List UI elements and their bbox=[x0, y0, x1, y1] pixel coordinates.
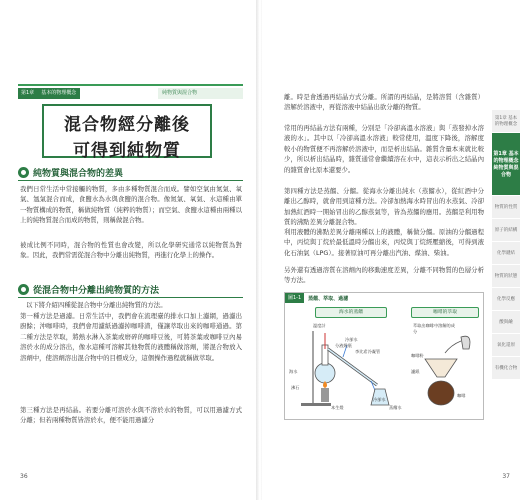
title-line-2: 可得到純物質 bbox=[73, 141, 181, 161]
left-page bbox=[0, 0, 258, 500]
heading-underline bbox=[18, 297, 243, 298]
paragraph-4: 利用液體的沸點差異分離兩種以上的液體，稱做分餾。原油的分餾過程中，丙烷與丁烷於最低溫時分餾出來，丙烷與丁烷經壓縮後，可得到液化石油氣（LPG）。接著原油可再分離出汽油、煤油、柴油。 bbox=[284, 228, 484, 257]
paragraph-2: 被成比例不同時，混合物的性質也會改變，所以化學研究通常以純物質為對象。因此，我們常需從混合物中分離出純物質，再進行化學上的操作。 bbox=[20, 241, 242, 260]
page-number: 36 bbox=[20, 473, 28, 480]
chapter-name: 基本的物理概念 bbox=[37, 88, 80, 99]
paragraph-3: 第四種方法是蒸餾、分餾。從海水分離出純水（蒸餾水），從紅酒中分離出乙醇時，就會用到這種方法。冷卻加熱海水時冒出的水蒸氣、冷卻加熱紅酒時一開始冒出的乙醇蒸氣等，皆為蒸餾的應用。蒸餾是利用物質的沸點差異分離混合物。 bbox=[284, 187, 484, 227]
page-number: 37 bbox=[502, 473, 510, 480]
tab-chapter-1[interactable]: 第1章 基本的物理概念 bbox=[492, 110, 520, 132]
chapter-number: 第1章 bbox=[18, 88, 37, 99]
label-stones: 沸石 bbox=[291, 385, 300, 390]
tab-atomic-structure[interactable]: 原子的結構 bbox=[492, 219, 520, 241]
subfigure-coffee-label: 咖啡的萃取 bbox=[411, 307, 479, 318]
label-water-out: 冷卻水 bbox=[345, 337, 358, 342]
paragraph-5: 第三種方法是再結晶。若要分離可溶於水與不溶於水的物質，可以用過濾方式分離；但若兩種物質皆溶於水，便不能用過濾分 bbox=[20, 406, 242, 425]
figure-title: 蒸餾、萃取、過濾 bbox=[308, 295, 349, 302]
label-flask: 分液燒瓶 bbox=[335, 343, 352, 348]
label-burner: 本生燈 bbox=[331, 405, 344, 410]
paragraph-5: 另外還有透過溶質在溶劑內的移動速度差異，分離不同物質的色層分析等方法。 bbox=[284, 266, 484, 285]
label-seawater: 海水 bbox=[289, 369, 298, 374]
paragraph-1: 離。時是會透過再結晶方式分離。所謂的再結晶，是將溶質（含雜質）溶解於溶液中，再從溶液中結晶出欲分離的物質。 bbox=[284, 93, 484, 112]
heading-difference bbox=[18, 166, 123, 179]
tab-redox[interactable]: 氧化還原 bbox=[492, 334, 520, 356]
tab-organic[interactable]: 有機化合物 bbox=[492, 357, 520, 379]
heading-text: 從混合物中分離出純物質的方法 bbox=[33, 286, 160, 296]
tab-reactions[interactable]: 化學反應 bbox=[492, 288, 520, 310]
label-condenser: 李比希冷凝管 bbox=[355, 349, 381, 354]
label-coffee: 咖啡 bbox=[457, 393, 466, 398]
bullet-icon bbox=[18, 284, 29, 295]
paragraph-3: 以下將介紹四種從混合物中分離出純物質的方法。 bbox=[26, 301, 167, 309]
paragraph-4: 第一種方法是過濾。日常生活中，我們會在流理臺的排水口加上濾網，過濾出廚餘；沖咖啡時，我們會用濾紙過濾掉咖啡渣，僅讓萃取出來的咖啡通過。第二種方法是萃取，將熱水淋入茶葉或磨碎的咖啡豆後，可將茶葉或咖啡豆內易溶於水的成分溶出，像水這種可溶解其他物質的液體稱做溶劑，將混合物放入溶劑中，使溶劑溶出混合物中的目標成分，這個操作過程就稱做萃取。 bbox=[20, 312, 242, 362]
page-title bbox=[42, 104, 212, 161]
tab-active[interactable]: 第1章 基本的物理概念 純物質與混合物 bbox=[492, 133, 520, 195]
heading-underline bbox=[18, 180, 243, 181]
bullet-icon bbox=[18, 167, 29, 178]
tab-properties[interactable]: 物質的性質 bbox=[492, 196, 520, 218]
paragraph-1: 我們日常生活中常接觸的物質，多由多種物質混合而成。譬如空氣由氮氣、氧氣、氬氣混合而成，食鹽水為水與食鹽的混合物。像氮氣、氧氣、水這種由單一物質構成的物質，稱做純物質（純粹的物質）；而空氣、食鹽水這種由兩種以上的純物質混合而成的物質，則稱做混合物。 bbox=[20, 185, 242, 225]
subfigure-distillation-label: 海水的蒸餾 bbox=[315, 307, 387, 318]
tab-acid-base[interactable]: 酸與鹼 bbox=[492, 311, 520, 333]
title-line-1: 混合物經分離後 bbox=[64, 115, 190, 135]
heading-methods bbox=[18, 283, 159, 296]
chapter-tabs bbox=[492, 110, 520, 380]
section-tag: 純物質與混合物 bbox=[158, 88, 243, 99]
label-water-in: 冷卻水 bbox=[373, 397, 386, 402]
tab-bonding[interactable]: 化學鍵結 bbox=[492, 242, 520, 264]
tab-states[interactable]: 物質的狀態 bbox=[492, 265, 520, 287]
figure-1-1 bbox=[284, 292, 484, 420]
header-rule bbox=[18, 84, 243, 86]
label-distilled: 蒸餾水 bbox=[389, 405, 402, 410]
right-page bbox=[262, 0, 520, 500]
label-thermometer: 溫度計 bbox=[313, 323, 326, 328]
paragraph-2: 常用的再結晶方法有兩種，分別是「冷卻高溫水溶液」與「蒸發掉水溶液的水」。其中以「冷卻高溫水溶液」較常使用，溫度下降後，溶解度較小的物質便不再溶解於溶液中，而是析出結晶。雜質含量本來就比較少，所以析出結晶時，雜質通常會繼續溶在水中，這表示析出之結晶內的雜質會比原本還要少。 bbox=[284, 124, 484, 174]
label-filter: 濾紙 bbox=[411, 369, 420, 374]
chapter-tag bbox=[18, 88, 80, 99]
figure-number: 圖1-1 bbox=[285, 293, 304, 303]
heading-text: 純物質與混合物的差異 bbox=[33, 169, 124, 179]
label-coffee-note: 萃取出咖啡中溶解的成分 bbox=[413, 323, 455, 334]
label-coffee-grounds: 咖啡粉 bbox=[411, 353, 424, 358]
